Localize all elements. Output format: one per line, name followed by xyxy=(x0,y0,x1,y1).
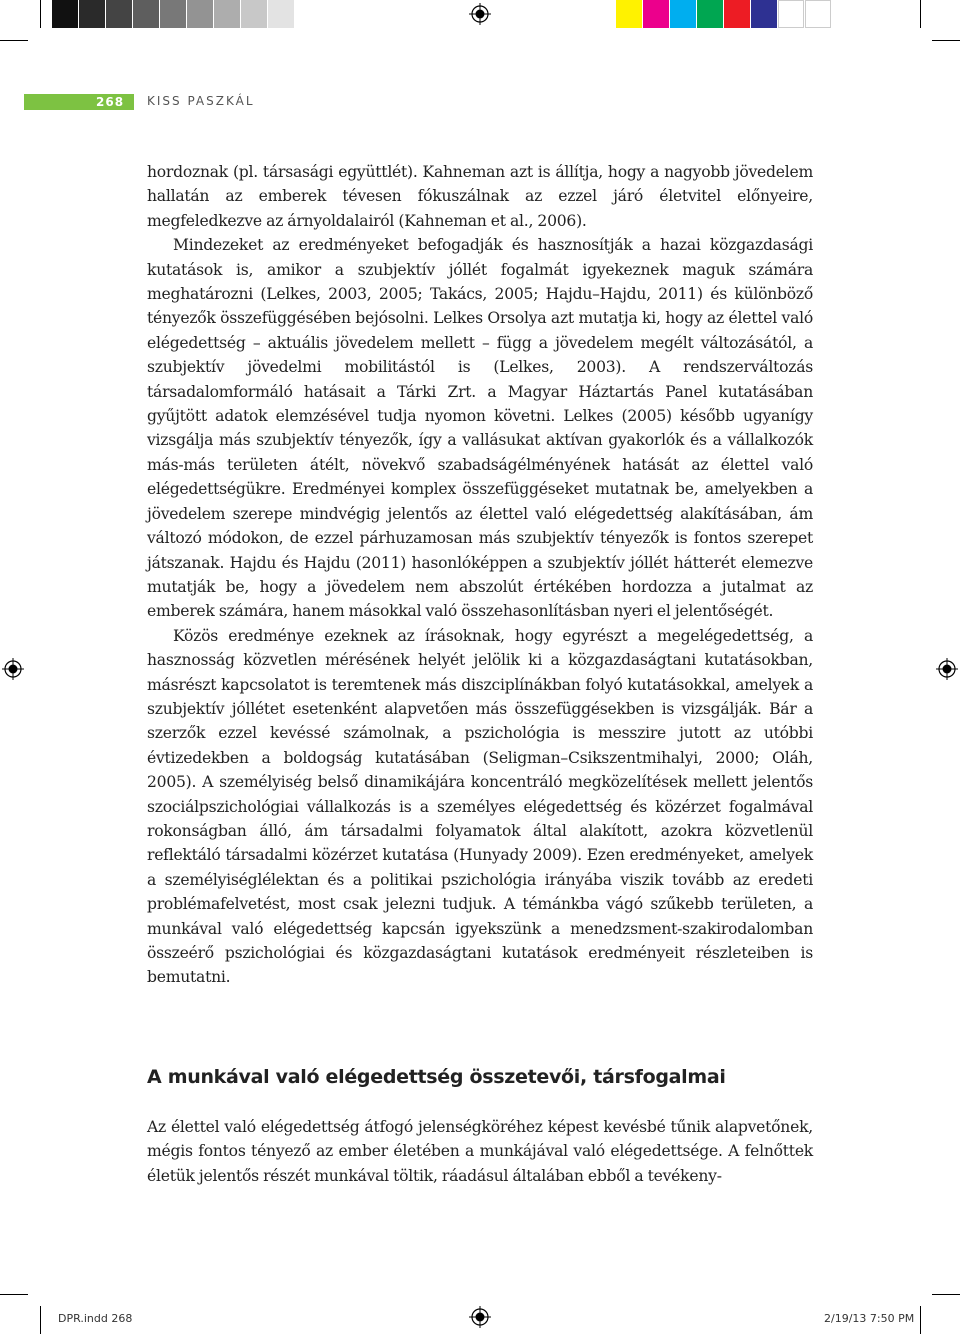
color-swatch xyxy=(751,0,778,28)
color-swatch xyxy=(214,0,241,28)
crop-mark xyxy=(40,0,41,28)
color-swatch xyxy=(268,0,295,28)
registration-mark-icon xyxy=(469,3,491,25)
color-swatch xyxy=(778,0,805,28)
gray-color-bar xyxy=(52,0,295,28)
color-swatch xyxy=(616,0,643,28)
page-number: 268 xyxy=(96,95,125,109)
registration-mark-icon xyxy=(2,658,24,680)
process-color-bar xyxy=(616,0,832,28)
slug-file-info: DPR.indd 268 xyxy=(58,1312,133,1325)
paragraph: Az élettel való elégedettség átfogó jelenségköréhez képest kevésbé tűnik alapvetőnek, mégis fontos tényező az ember életében a munkájával való elégedettsége. A felnőttek életük jelentős részét munkával töltik, ráadásul általában ebből a tevékeny- xyxy=(147,1118,813,1185)
running-head-author: KISS PASZKÁL xyxy=(147,94,255,108)
crop-mark xyxy=(920,0,921,28)
crop-mark xyxy=(920,1306,921,1334)
color-swatch xyxy=(52,0,79,28)
paragraph: hordoznak (pl. társasági együttlét). Kahneman azt is állítja, hogy a nagyobb jövedelem hallatán az emberek tévesen fókuszálnak az ezzel járó életvitel előnyeire, megfeledkezve az árnyoldalairól (Kahneman et al., 2006). xyxy=(147,163,813,230)
body-text xyxy=(147,160,813,990)
color-swatch xyxy=(697,0,724,28)
crop-mark xyxy=(932,40,960,41)
color-swatch xyxy=(187,0,214,28)
crop-mark xyxy=(0,1294,28,1295)
color-swatch xyxy=(79,0,106,28)
section-heading: A munkával való elégedettség összetevői, társfogalmai xyxy=(147,1066,726,1088)
color-swatch xyxy=(805,0,832,28)
color-swatch xyxy=(241,0,268,28)
color-swatch xyxy=(160,0,187,28)
crop-mark xyxy=(40,1306,41,1334)
paragraph: Mindezeket az eredményeket befogadják és hasznosítják a hazai közgazdasági kutatások is, amikor a szubjektív jóllét fogalmát igyekeznek maguk számára meghatározni (Lelkes, 2003, 2005; Takács, 2005; Hajdu–Hajdu, 2011) és különböző tényezők összefüggésében bejósolni. Lelkes Orsolya azt mutatja ki, hogy az élettel való elégedettség – aktuális jövedelem mellett – függ a jövedelem megélt változásától, a szubjektív jövedelmi mobilitástól is (Lelkes, 2003). A rendszerváltozás társadalomformáló hatásait a Tárki Zrt. a Magyar Háztartás Panel kutatásában gyűjtött adatok elemzésével tudja nyomon követni. Lelkes (2005) később ugyanígy vizsgálja más szubjektív tényezők, így a vallásukat aktívan gyakorlók és a vállalkozók más-más területen átélt, növekvő szabadságélményének hatását az élettel való elégedettségükre. Eredményei komplex összefüggéseket mutatnak be, amelyekben a jövedelem szerepe mindvégig jelentős az élettel való elégedettség alakításában, ám változó módokon, de ezzel párhuzamosan más szubjektív tényezők is fontos szerepet játszanak. Hajdu és Hajdu (2011) hasonlóképpen a szubjektív jóllét hátterét elemezve mutatják be, hogy a jövedelem nem abszolút értékében hordozza a jutalmat az emberek számára, hanem másokkal való összehasonlításban nyeri el jelentőségét. xyxy=(147,236,813,621)
color-swatch xyxy=(724,0,751,28)
paragraph: Közös eredménye ezeknek az írásoknak, hogy egyrészt a megelégedettség, a hasznosság közvetlen mérésének helyét jelölik ki a közgazdaságtani kutatásokban, másrészt kapcsolatot is teremtenek más diszciplínákban folyó kutatásokkal, amelyek a szubjektív jóllétet esetenként alapvetően más összefüggésekben is vizsgálják. Bár a szerzők ezzel kevéssé számolnak, a pszichológia is messzire jutott az utóbbi évtizedekben a boldogság kutatásában (Seligman–Csikszentmihalyi, 2000; Oláh, 2005). A személyiség belső dinamikájára koncentráló megközelítések mellett jelentős szociálpszichológiai vállalkozás is a személyes elégedettség és közérzet fogalmával rokonságban álló, ám társadalmi folyamatok által alakított, azokra közvetlenül reflektáló társadalmi közérzet kutatása (Hunyady 2009). Ezen eredményeket, amelyek a személyiséglélektan és a politikai pszichológia irányába viszik tovább az eredeti problémafelvetést, most csak jelezni tudjuk. A témánkba vágó szűkebb területen, a munkával való elégedettség kapcsán igyekszünk a menedzsment-szakirodalomban összeérő pszichológiai és közgazdaságtani kutatások eredményeit részleteiben is bemutatni. xyxy=(147,626,813,987)
color-swatch xyxy=(133,0,160,28)
slug-timestamp: 2/19/13 7:50 PM xyxy=(824,1312,915,1325)
color-swatch xyxy=(106,0,133,28)
color-swatch xyxy=(670,0,697,28)
section-body-text xyxy=(147,1115,813,1188)
crop-mark xyxy=(932,1294,960,1295)
crop-mark xyxy=(0,40,28,41)
color-swatch xyxy=(643,0,670,28)
registration-mark-icon xyxy=(469,1306,491,1328)
registration-mark-icon xyxy=(936,658,958,680)
